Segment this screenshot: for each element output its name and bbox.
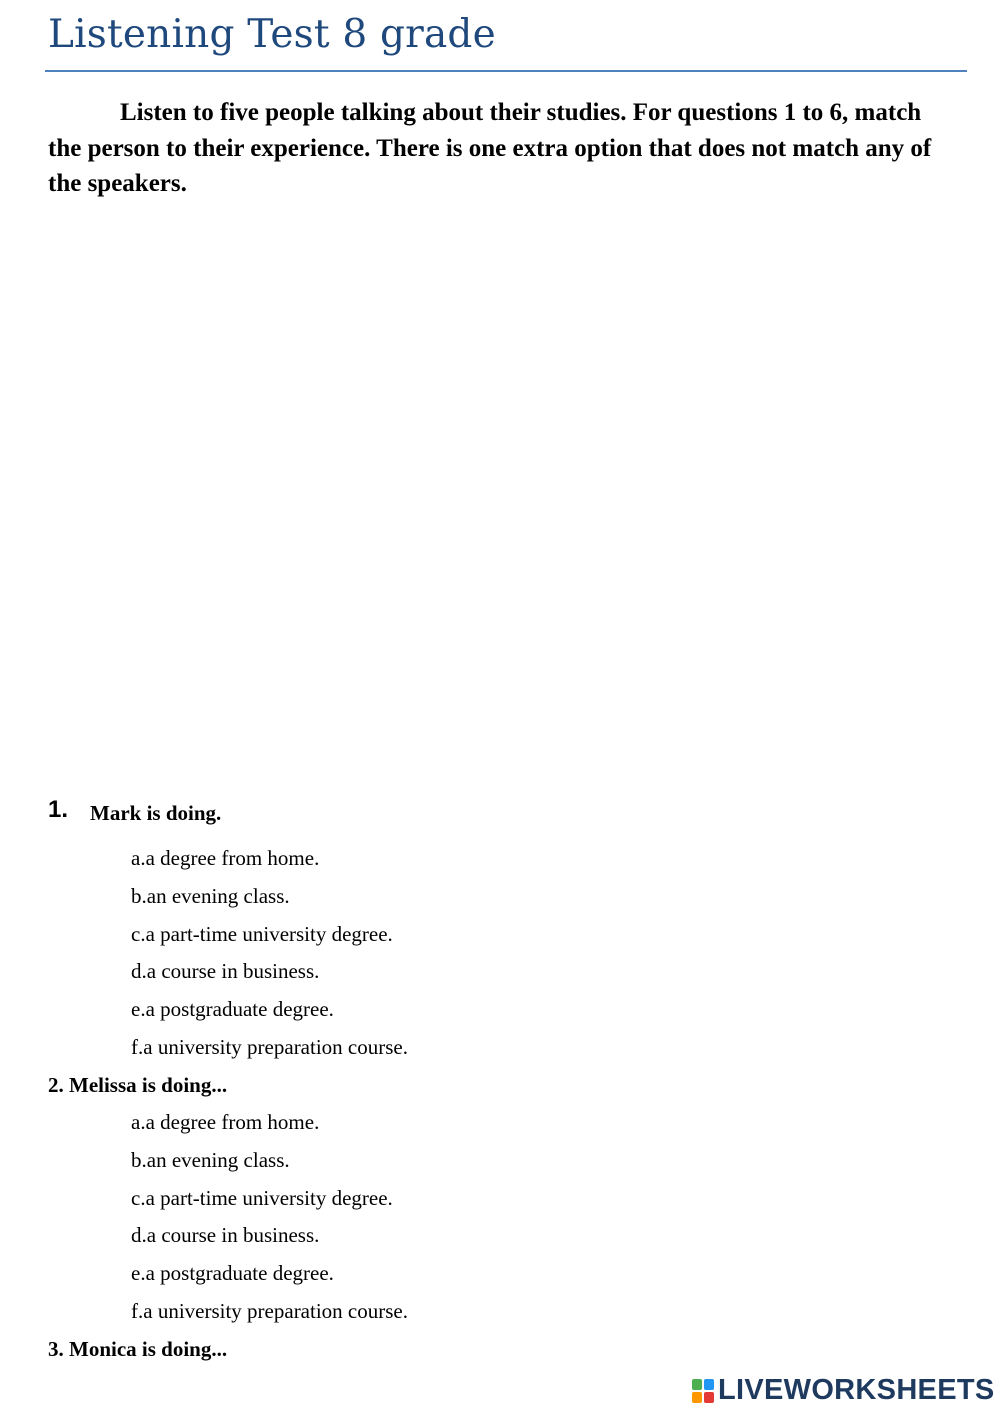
question-1-option-a: a.a degree from home. — [131, 846, 320, 870]
question-1-number: 1. — [48, 796, 69, 823]
logo-square-red — [704, 1392, 714, 1403]
question-1-option-b: b.an evening class. — [131, 884, 290, 908]
question-1-option-c: c.a part-time university degree. — [131, 922, 393, 946]
question-2-option-a: a.a degree from home. — [131, 1110, 320, 1134]
logo-square-green — [692, 1379, 702, 1390]
question-2-option-d: d.a course in business. — [131, 1223, 320, 1247]
instructions-paragraph: Listen to five people talking about their studies. For questions 1 to 6, match the person to their experience. There is one extra option that does not match any of the speakers. — [48, 99, 932, 197]
logo-square-orange — [692, 1392, 702, 1403]
question-2-option-c: c.a part-time university degree. — [131, 1186, 393, 1210]
question-1-option-e: e.a postgraduate degree. — [131, 997, 334, 1021]
question-2-text: 2. Melissa is doing... — [48, 1073, 228, 1097]
question-3-text: 3. Monica is doing... — [48, 1337, 228, 1361]
question-2-option-b: b.an evening class. — [131, 1148, 290, 1172]
page-title: Listening Test 8 grade — [48, 12, 496, 57]
liveworksheets-logo — [692, 1374, 995, 1407]
title-divider — [45, 70, 967, 72]
logo-text: LIVEWORKSHEETS — [718, 1374, 995, 1406]
question-2-option-e: e.a postgraduate degree. — [131, 1261, 334, 1285]
question-1-option-f: f.a university preparation course. — [131, 1035, 408, 1059]
logo-square-blue — [704, 1379, 714, 1390]
question-2-option-f: f.a university preparation course. — [131, 1299, 408, 1323]
question-1-option-d: d.a course in business. — [131, 959, 320, 983]
question-1-text: Mark is doing. — [90, 801, 222, 825]
liveworksheets-logo-icon — [692, 1379, 714, 1403]
